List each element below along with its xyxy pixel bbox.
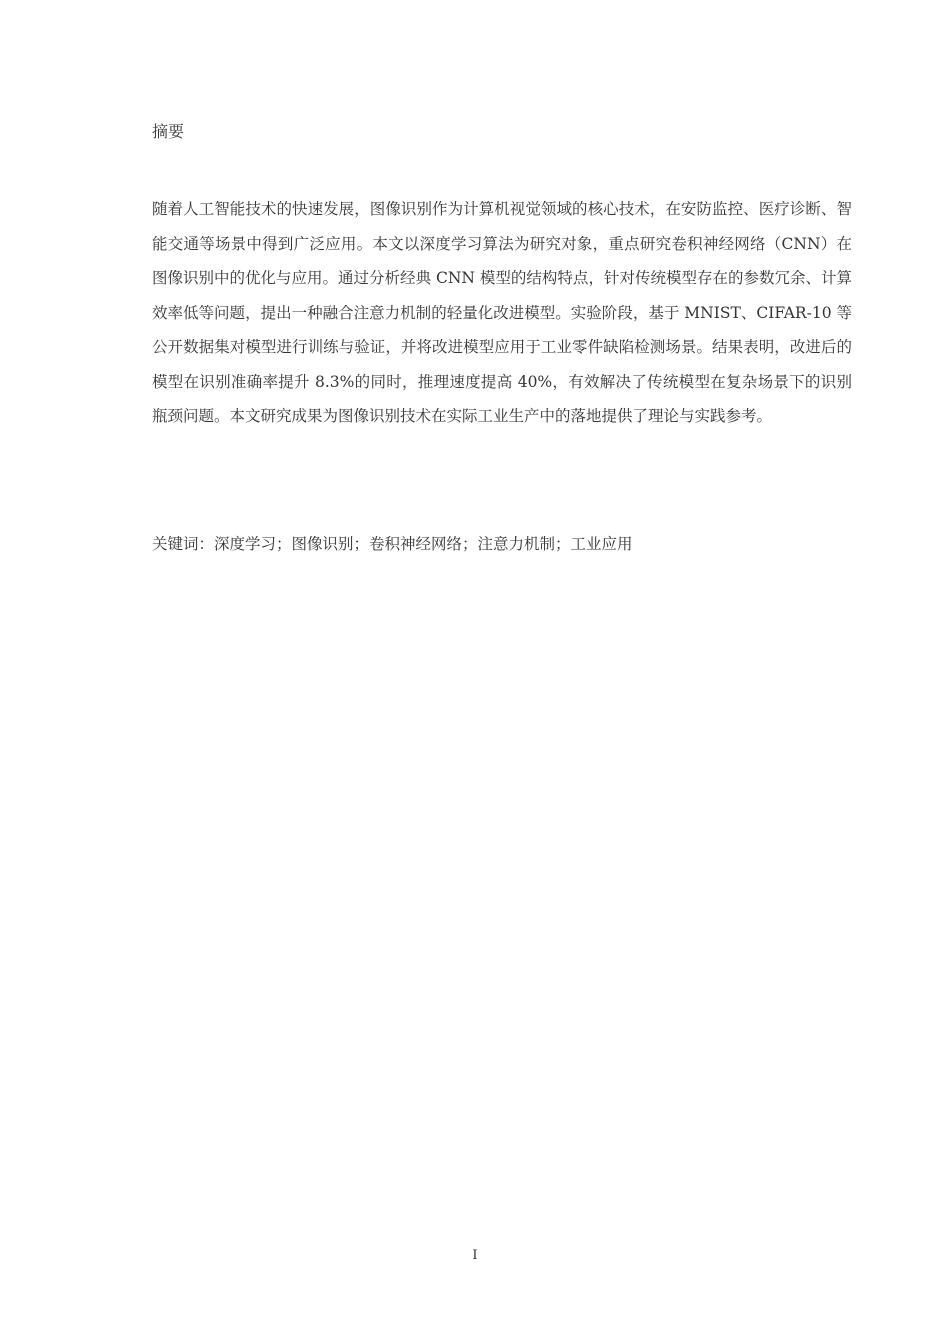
keywords-line: 关键词：深度学习；图像识别；卷积神经网络；注意力机制；工业应用 (152, 535, 633, 553)
abstract-heading: 摘要 (152, 122, 185, 141)
page-number: I (472, 1248, 478, 1263)
abstract-paragraph: 随着人工智能技术的快速发展，图像识别作为计算机视觉领域的核心技术，在安防监控、医疗诊断、智能交通等场景中得到广泛应用。本文以深度学习算法为研究对象，重点研究卷积神经网络（CNN）在图像识别中的优化与应用。通过分析经典 CNN 模型的结构特点，针对传统模型存在的参数冗余、计算效率低等问题，提出一种融合注意力机制的轻量化改进模型。实验阶段，基于 MNIST、CIFAR-10 等公开数据集对模型进行训练与验证，并将改进模型应用于工业零件缺陷检测场景。结果表明，改进后的模型在识别准确率提升 8.3%的同时，推理速度提高 40%，有效解决了传统模型在复杂场景下的识别瓶颈问题。本文研究成果为图像识别技术在实际工业生产中的落地提供了理论与实践参考。 (152, 200, 852, 425)
